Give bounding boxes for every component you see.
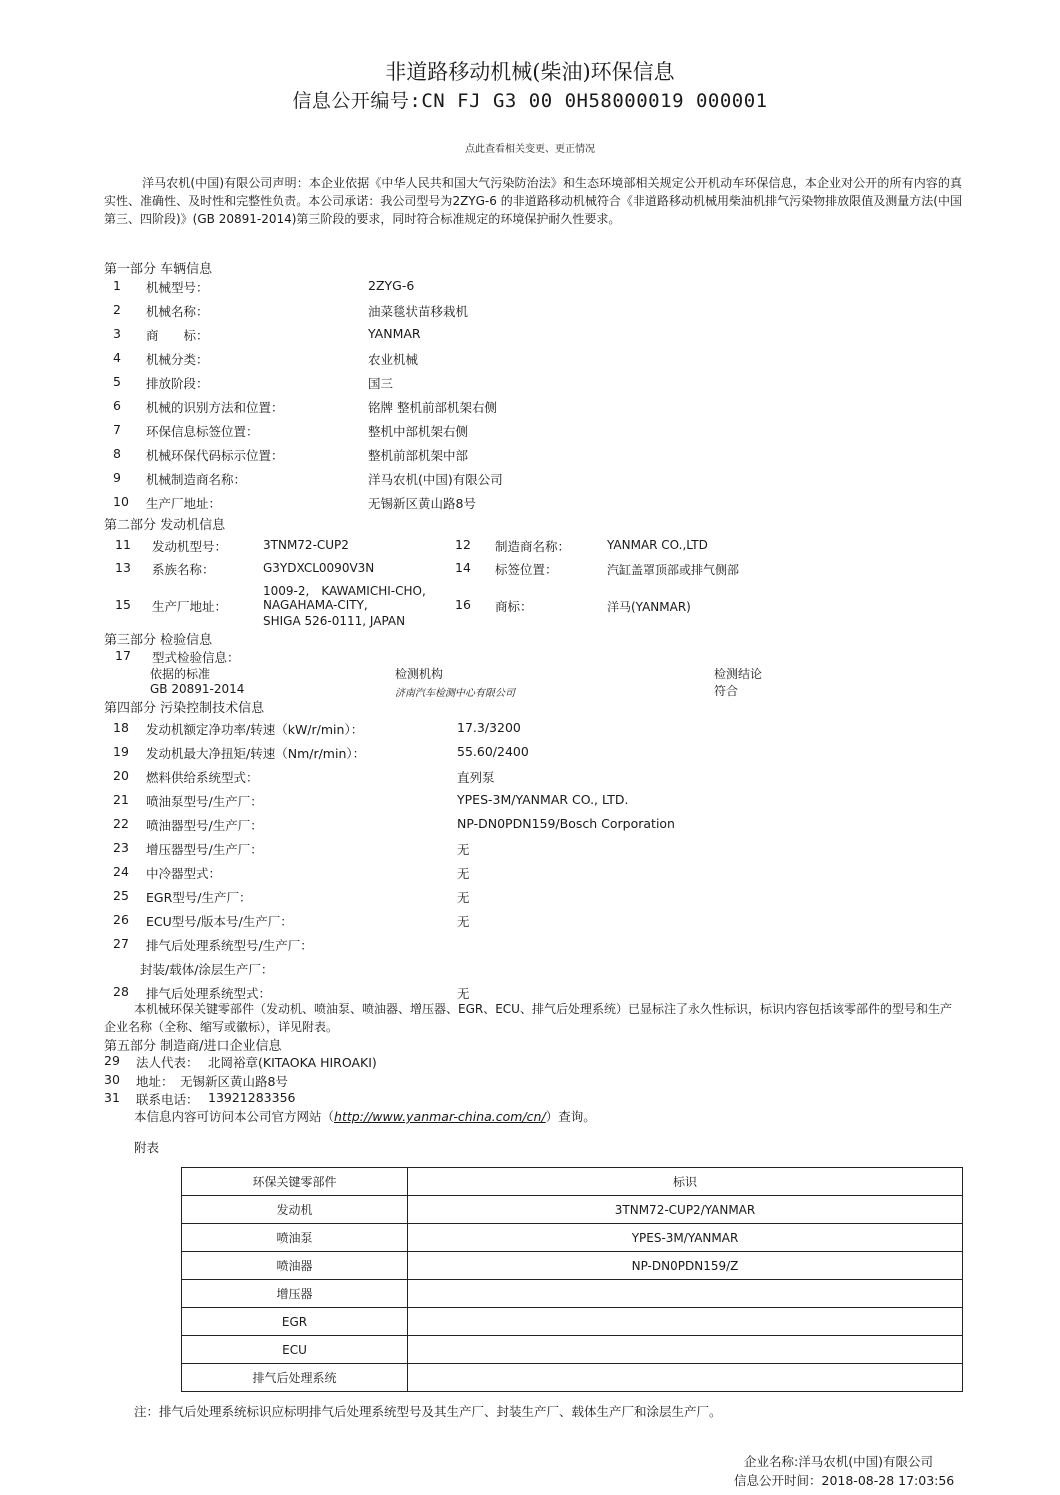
field-num: 29 <box>104 1053 120 1068</box>
field-label: 喷油器型号/生产厂： <box>146 818 263 833</box>
field-num: 27 <box>113 936 129 951</box>
component-mark-cell <box>408 1364 963 1392</box>
field-value: YANMAR CO.,LTD <box>607 538 708 552</box>
appendix-row <box>182 1364 963 1392</box>
field-num: 30 <box>104 1072 120 1087</box>
field-num: 24 <box>113 864 129 879</box>
field-label: 排气后处理系统型式： <box>146 986 272 1001</box>
field-label: 机械环保代码标示位置： <box>146 448 284 463</box>
field-value: 3TNM72-CUP2 <box>263 538 349 552</box>
website-suffix: ）查询。 <box>545 1109 596 1124</box>
address-line: SHIGA 526-0111, JAPAN <box>263 614 406 628</box>
field-num: 16 <box>455 597 471 612</box>
field-num: 7 <box>113 422 121 437</box>
part5-heading: 第五部分 制造商/进口企业信息 <box>104 1039 282 1054</box>
field-value: NP-DN0PDN159/Bosch Corporation <box>457 816 675 831</box>
field-num: 18 <box>113 720 129 735</box>
appendix-row <box>182 1252 963 1280</box>
component-name-cell: ECU <box>182 1336 408 1364</box>
field-value: G3YDXCL0090V3N <box>263 561 375 575</box>
component-mark-cell <box>408 1308 963 1336</box>
component-name-cell: 喷油器 <box>182 1252 408 1280</box>
field-label: 地址： <box>136 1074 174 1089</box>
field-num: 1 <box>113 278 121 293</box>
component-name-cell: 增压器 <box>182 1280 408 1308</box>
appendix-footnote: 注：排气后处理系统标识应标明排气后处理系统型号及其生产厂、封装生产厂、载体生产厂和涂层生产厂。 <box>134 1404 722 1419</box>
component-name-cell: 喷油泵 <box>182 1224 408 1252</box>
field-value: 无 <box>457 890 470 905</box>
component-mark-cell: NP-DN0PDN159/Z <box>408 1252 963 1280</box>
field-num: 14 <box>455 560 471 575</box>
field-num: 31 <box>104 1090 120 1105</box>
component-name-cell: 环保关键零部件 <box>182 1168 408 1196</box>
component-mark-cell: 标识 <box>408 1168 963 1196</box>
website-prefix: 本信息内容可访问本公司官方网站（ <box>134 1109 335 1124</box>
appendix-table <box>181 1167 963 1392</box>
field-value: 无 <box>457 866 470 881</box>
component-mark-cell <box>408 1280 963 1308</box>
component-mark-cell: 3TNM72-CUP2/YANMAR <box>408 1196 963 1224</box>
component-mark-cell <box>408 1336 963 1364</box>
field-num: 12 <box>455 537 471 552</box>
field-num: 8 <box>113 446 121 461</box>
field-label: 发动机型号： <box>152 539 228 554</box>
field-label: 发动机额定净功率/转速（kW/r/min）： <box>146 722 364 737</box>
component-name-cell: EGR <box>182 1308 408 1336</box>
field-num: 15 <box>115 597 131 612</box>
disclosure-number: 信息公开编号:CN FJ G3 00 0H58000019 000001 <box>292 90 768 112</box>
field-label: 标签位置： <box>495 562 558 577</box>
change-notice-link[interactable]: 点此查看相关变更、更正情况 <box>465 144 595 155</box>
field-num: 28 <box>113 984 129 999</box>
field-label: 商标： <box>495 599 533 614</box>
field-num: 26 <box>113 912 129 927</box>
field-label: 发动机最大净扭矩/转速（Nm/r/min）： <box>146 746 366 761</box>
test-agency: 济南汽车检测中心有限公司 <box>395 688 515 699</box>
field-value: 无 <box>457 842 470 857</box>
field-value: 直列泵 <box>457 770 495 785</box>
field-label: 排放阶段： <box>146 376 209 391</box>
test-result: 符合 <box>714 684 739 698</box>
field-label: 联系电话： <box>136 1092 199 1107</box>
field-value: YANMAR <box>368 326 421 341</box>
legal-rep: 北岡裕章(KITAOKA HIROAKI) <box>208 1055 377 1070</box>
document-title: 非道路移动机械(柴油)环保信息 <box>385 60 675 84</box>
field-num: 20 <box>113 768 129 783</box>
field-value: 无 <box>457 914 470 929</box>
field-value: 洋马农机(中国)有限公司 <box>368 472 503 487</box>
field-label: 机械名称： <box>146 304 209 319</box>
phone-number: 13921283356 <box>208 1090 296 1105</box>
field-label: 封装/载体/涂层生产厂： <box>140 962 274 977</box>
field-label: 燃料供给系统型式： <box>146 770 259 785</box>
field-value: 铭牌 整机前部机架右侧 <box>368 400 497 415</box>
field-label: 法人代表： <box>136 1055 199 1070</box>
field-label: 型式检验信息： <box>152 650 240 665</box>
col-agency-header: 检测机构 <box>395 667 444 681</box>
appendix-row <box>182 1224 963 1252</box>
test-standard: GB 20891-2014 <box>150 682 245 696</box>
field-label: 制造商名称： <box>495 539 571 554</box>
appendix-row <box>182 1196 963 1224</box>
company-name: 企业名称:洋马农机(中国)有限公司 <box>744 1454 933 1469</box>
part3-heading: 第三部分 检验信息 <box>104 633 213 648</box>
company-declaration: 洋马农机(中国)有限公司声明：本企业依据《中华人民共和国大气污染防治法》和生态环境部相关规定公开机动车环保信息，本企业对公开的所有内容的真实性、准确性、及时性和完整性负责。本公司承诺：我公司型号为2ZYG-6 的非道路移动机械符合《非道路移动机械用柴油机排气污染物排放限值及测量方法(中国第三、四阶段)》(GB 20891-2014)第三阶段的要求，同时符合标准规定的环境保护耐久性要求。 <box>104 176 962 226</box>
col-result-header: 检测结论 <box>714 667 763 681</box>
field-label: 排气后处理系统型号/生产厂： <box>146 938 313 953</box>
field-value: 油菜毯状苗移栽机 <box>368 304 469 319</box>
field-num: 17 <box>115 648 131 663</box>
field-num: 13 <box>115 560 131 575</box>
field-num: 9 <box>113 470 121 485</box>
field-num: 19 <box>113 744 129 759</box>
component-name-cell: 排气后处理系统 <box>182 1364 408 1392</box>
field-label: EGR型号/生产厂： <box>146 890 252 905</box>
field-num: 5 <box>113 374 121 389</box>
appendix-row <box>182 1280 963 1308</box>
field-label: 增压器型号/生产厂： <box>146 842 263 857</box>
field-value: 洋马(YANMAR) <box>607 600 691 614</box>
field-label: 喷油泵型号/生产厂： <box>146 794 263 809</box>
field-num: 10 <box>113 494 129 509</box>
field-label: 环保信息标签位置： <box>146 424 259 439</box>
field-value: YPES-3M/YANMAR CO., LTD. <box>457 792 629 807</box>
field-label: ECU型号/版本号/生产厂： <box>146 914 293 929</box>
field-label: 机械的识别方法和位置： <box>146 400 284 415</box>
address-line: NAGAHAMA-CITY, <box>263 598 368 612</box>
field-num: 4 <box>113 350 121 365</box>
field-label: 系族名称： <box>152 562 215 577</box>
field-value: 17.3/3200 <box>457 720 521 735</box>
field-label: 机械分类： <box>146 352 209 367</box>
field-num: 25 <box>113 888 129 903</box>
field-value: 整机前部机架中部 <box>368 448 469 463</box>
field-label: 生产厂地址： <box>146 496 222 511</box>
col-standard-header: 依据的标准 <box>150 667 211 681</box>
field-num: 11 <box>115 537 131 552</box>
part2-heading: 第二部分 发动机信息 <box>104 518 226 533</box>
field-value: 汽缸盖罩顶部或排气侧部 <box>607 563 740 577</box>
field-num: 2 <box>113 302 121 317</box>
appendix-header-row <box>182 1168 963 1196</box>
field-value: 国三 <box>368 376 394 391</box>
field-num: 21 <box>113 792 129 807</box>
field-value: 无 <box>457 986 470 1001</box>
part1-heading: 第一部分 车辆信息 <box>104 262 213 277</box>
field-value: 整机中部机架右侧 <box>368 424 469 439</box>
appendix-label: 附表 <box>134 1140 160 1155</box>
appendix-row <box>182 1336 963 1364</box>
company-address: 无锡新区黄山路8号 <box>180 1074 288 1089</box>
component-name-cell: 发动机 <box>182 1196 408 1224</box>
field-value: 农业机械 <box>368 352 419 367</box>
field-num: 3 <box>113 326 121 341</box>
field-value: 55.60/2400 <box>457 744 529 759</box>
address-line: 1009-2, KAWAMICHI-CHO, <box>263 584 426 598</box>
field-num: 6 <box>113 398 121 413</box>
publish-time: 信息公开时间：2018-08-28 17:03:56 <box>734 1473 955 1488</box>
field-value: 无锡新区黄山路8号 <box>368 496 476 511</box>
key-components-note: 本机械环保关键零部件（发动机、喷油泵、喷油器、增压器、EGR、ECU、排气后处理系统）已显标注了永久性标识，标识内容包括该零部件的型号和生产企业名称（全称、缩写或徽标），详见附表。 <box>104 1002 952 1034</box>
field-num: 22 <box>113 816 129 831</box>
component-mark-cell: YPES-3M/YANMAR <box>408 1224 963 1252</box>
part4-heading: 第四部分 污染控制技术信息 <box>104 701 265 716</box>
website-line <box>134 1107 596 1127</box>
field-label: 商 标： <box>146 328 209 343</box>
appendix-row <box>182 1308 963 1336</box>
field-num: 23 <box>113 840 129 855</box>
field-label: 生产厂地址： <box>152 599 228 614</box>
field-label: 中冷器型式： <box>146 866 222 881</box>
field-label: 机械制造商名称： <box>146 472 247 487</box>
field-label: 机械型号： <box>146 280 209 295</box>
website-link[interactable]: http://www.yanmar-china.com/cn/ <box>334 1109 546 1124</box>
field-value: 2ZYG-6 <box>368 278 415 293</box>
